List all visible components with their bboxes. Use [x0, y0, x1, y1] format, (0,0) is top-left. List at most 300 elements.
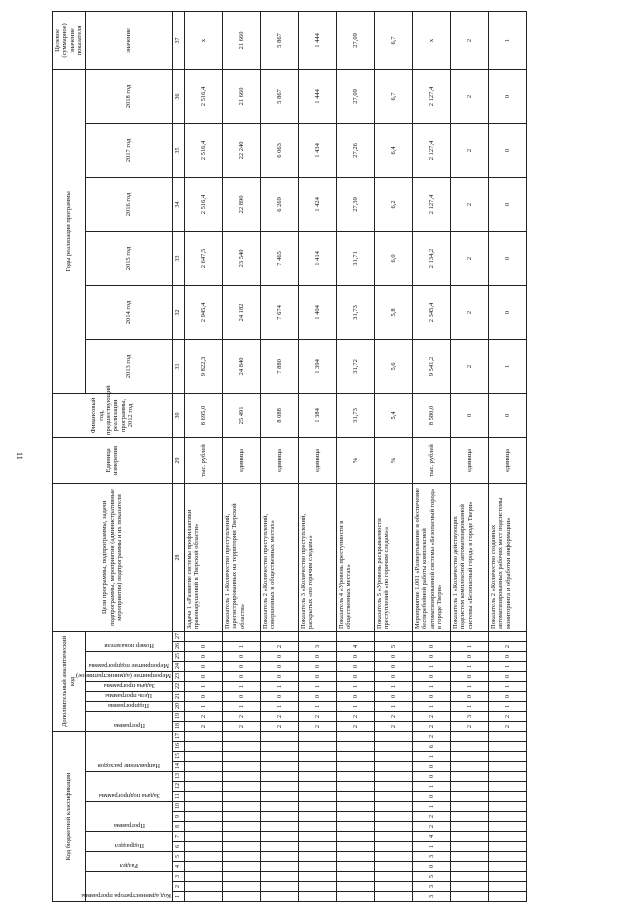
index-cell: 10: [172, 802, 184, 812]
code-cell: [374, 892, 412, 902]
code-cell: 1: [412, 802, 450, 812]
row-year-value: 6,7: [374, 69, 412, 123]
code-cell: 0: [450, 671, 488, 681]
row-target: 21 660: [222, 11, 260, 69]
code-cell: 2: [488, 721, 526, 731]
row-year-value: 1 424: [298, 177, 336, 231]
code-cell: [222, 772, 260, 782]
code-cell: [450, 631, 488, 641]
row-year-value: 2: [450, 339, 488, 393]
index-cell: 3: [172, 872, 184, 882]
code-cell: [222, 872, 260, 882]
additional-code-header: Дополнительный аналитический код: [53, 631, 86, 731]
code-cell: 0: [336, 661, 374, 671]
row-year-value: 2: [450, 123, 488, 177]
code-cell: 1: [222, 701, 260, 711]
row-year-value: 0: [488, 123, 526, 177]
code-cell: [298, 872, 336, 882]
row-prev-year: 8 580,0: [412, 393, 450, 437]
code-cell: 0: [412, 691, 450, 701]
index-cell: 34: [172, 177, 184, 231]
code-cell: [260, 772, 298, 782]
code-cell: [450, 772, 488, 782]
code-cell: [488, 742, 526, 752]
code-cell: [298, 762, 336, 772]
index-cell: 16: [172, 742, 184, 752]
row-unit: тыс. рублей: [412, 437, 450, 483]
row-unit: единица: [298, 437, 336, 483]
code-cell: 0: [298, 671, 336, 681]
row-year-value: 2: [450, 177, 488, 231]
code-cell: [488, 872, 526, 882]
unit-header: Единица измерения: [53, 437, 173, 483]
code-cell: [260, 742, 298, 752]
row-year-value: 2 345,4: [412, 285, 450, 339]
table-row: [222, 11, 260, 901]
code-cell: 2: [222, 711, 260, 721]
code-cell: [336, 862, 374, 872]
row-year-value: 2: [450, 69, 488, 123]
code-cell: [336, 731, 374, 741]
row-target: 1: [488, 11, 526, 69]
code-cell: [260, 872, 298, 882]
code-cell: 0: [450, 691, 488, 701]
code-cell: [450, 852, 488, 862]
row-year-value: 23 540: [222, 231, 260, 285]
code-cell: 2: [298, 711, 336, 721]
index-cell: 7: [172, 832, 184, 842]
code-cell: 1: [222, 681, 260, 691]
code-cell: 0: [412, 862, 450, 872]
code-cell: 0: [184, 691, 222, 701]
index-cell: 17: [172, 731, 184, 741]
years-header: Годы реализации программы: [53, 69, 86, 393]
row-year-value: 0: [488, 231, 526, 285]
code-cell: [374, 762, 412, 772]
code-cell: 4: [336, 641, 374, 651]
code-cell: 0: [374, 651, 412, 661]
value-header: значение: [85, 11, 172, 69]
row-target: 2: [450, 11, 488, 69]
code-cell: [184, 822, 222, 832]
row-unit: %: [374, 437, 412, 483]
code-cell: 0: [222, 691, 260, 701]
code-cell: [222, 882, 260, 892]
code-cell: 0: [488, 671, 526, 681]
code-cell: 1: [488, 661, 526, 671]
code-cell: 0: [450, 651, 488, 661]
code-cell: [374, 731, 412, 741]
code-cell: 1: [450, 661, 488, 671]
index-cell: 28: [172, 483, 184, 631]
table-row: [260, 11, 298, 901]
prev-year-header: Финансовый год, предшествующий реализации программы, 2012 год: [53, 393, 173, 437]
row-target: 6,7: [374, 11, 412, 69]
table-row: [412, 11, 450, 901]
code-cell: 0: [374, 661, 412, 671]
row-prev-year: 8 695,0: [184, 393, 222, 437]
code-cell: 0: [412, 772, 450, 782]
row-unit: единица: [450, 437, 488, 483]
code-cell: [260, 762, 298, 772]
index-cell: 19: [172, 711, 184, 721]
row-unit: тыс. рублей: [184, 437, 222, 483]
code-cell: [298, 792, 336, 802]
code-cell: 1: [412, 752, 450, 762]
code-cell: 2: [336, 721, 374, 731]
row-year-value: 2 127,4: [412, 123, 450, 177]
row-target: 27,09: [336, 11, 374, 69]
row-prev-year: 0: [450, 393, 488, 437]
code-cell: 0: [488, 651, 526, 661]
index-cell: 14: [172, 762, 184, 772]
code-cell: 0: [222, 661, 260, 671]
code-cell: [336, 782, 374, 792]
row-prev-year: 31,73: [336, 393, 374, 437]
index-cell: 15: [172, 752, 184, 762]
row-year-value: 1 444: [298, 69, 336, 123]
table-row: [488, 11, 526, 901]
code-cell: [260, 892, 298, 902]
code-cell: [374, 842, 412, 852]
code-cell: 1: [488, 701, 526, 711]
code-cell: 5: [412, 872, 450, 882]
code-cell: [488, 731, 526, 741]
code-cell: 1: [450, 681, 488, 691]
code-cell: [374, 822, 412, 832]
code-cell: [412, 631, 450, 641]
code-cell: [336, 752, 374, 762]
year-2015-header: 2015 год: [85, 231, 172, 285]
index-cell: 29: [172, 437, 184, 483]
row-prev-year: 5,4: [374, 393, 412, 437]
code-cell: 3: [412, 882, 450, 892]
row-year-value: 2 134,2: [412, 231, 450, 285]
row-year-value: 21 660: [222, 69, 260, 123]
code-cell: [336, 792, 374, 802]
code-cell: [222, 862, 260, 872]
code-cell: 5: [374, 641, 412, 651]
code-cell: 0: [184, 671, 222, 681]
code-cell: [184, 872, 222, 882]
code-cell: 1: [336, 681, 374, 691]
code-cell: [336, 832, 374, 842]
code-cell: 0: [260, 661, 298, 671]
code-cell: [488, 792, 526, 802]
code-cell: [260, 882, 298, 892]
code-cell: [184, 812, 222, 822]
code-cell: [184, 852, 222, 862]
code-cell: [336, 802, 374, 812]
code-cell: 0: [412, 651, 450, 661]
row-year-value: 1 404: [298, 285, 336, 339]
year-2018-header: 2018 год: [85, 69, 172, 123]
code-cell: [298, 631, 336, 641]
row-year-value: 7 465: [260, 231, 298, 285]
code-cell: [184, 832, 222, 842]
code-cell: 0: [412, 671, 450, 681]
code-cell: [260, 862, 298, 872]
code-cell: 1: [298, 681, 336, 691]
code-cell: [374, 852, 412, 862]
code-cell: [374, 772, 412, 782]
code-cell: [184, 862, 222, 872]
code-cell: [374, 862, 412, 872]
code-cell: [488, 882, 526, 892]
rotated-table-sheet: [52, 20, 599, 902]
code-cell: [222, 792, 260, 802]
row-year-value: 2 516,4: [184, 123, 222, 177]
row-year-value: 6,4: [374, 123, 412, 177]
code-cell: [222, 782, 260, 792]
row-year-value: 2 516,4: [184, 177, 222, 231]
code-cell: [336, 742, 374, 752]
code-cell: 0: [488, 691, 526, 701]
page-number: 11: [15, 452, 24, 460]
row-name: Показатель 1 «Количество преступлений, зарегистрированных на территории Тверской области»: [222, 483, 260, 631]
subprogram-a-header: Подпрограмма: [108, 701, 150, 709]
row-prev-year: 0: [488, 393, 526, 437]
code-cell: [374, 742, 412, 752]
code-cell: [260, 752, 298, 762]
year-2017-header: 2017 год: [85, 123, 172, 177]
code-cell: [450, 832, 488, 842]
code-cell: [222, 802, 260, 812]
code-cell: [336, 882, 374, 892]
code-cell: [488, 832, 526, 842]
row-year-value: 1 434: [298, 123, 336, 177]
program-header: Программа: [113, 822, 145, 829]
code-cell: [184, 772, 222, 782]
row-year-value: 22 240: [222, 123, 260, 177]
row-year-value: 2 945,4: [184, 285, 222, 339]
code-cell: [222, 852, 260, 862]
code-cell: [184, 892, 222, 902]
code-cell: [488, 852, 526, 862]
index-cell: 8: [172, 822, 184, 832]
index-row: [172, 11, 184, 901]
row-prev-year: 25 491: [222, 393, 260, 437]
row-unit: единица: [488, 437, 526, 483]
code-cell: [336, 892, 374, 902]
index-cell: 37: [172, 11, 184, 69]
code-cell: [336, 852, 374, 862]
code-cell: [336, 812, 374, 822]
code-cell: 1: [184, 701, 222, 711]
row-year-value: 9 822,3: [184, 339, 222, 393]
code-cell: [222, 812, 260, 822]
section-header: Раздел: [119, 862, 139, 869]
row-year-value: 0: [488, 177, 526, 231]
code-cell: [488, 892, 526, 902]
row-year-value: 27,26: [336, 123, 374, 177]
row-year-value: 22 890: [222, 177, 260, 231]
code-cell: 0: [336, 691, 374, 701]
code-cell: [222, 752, 260, 762]
code-cell: 0: [260, 671, 298, 681]
row-year-value: 24 840: [222, 339, 260, 393]
row-prev-year: 8 088: [260, 393, 298, 437]
code-cell: 1: [450, 641, 488, 651]
code-cell: 6: [412, 742, 450, 752]
code-cell: [336, 772, 374, 782]
row-year-value: 9 541,2: [412, 339, 450, 393]
code-cell: 2: [412, 822, 450, 832]
table-row: [184, 11, 222, 901]
code-cell: [298, 852, 336, 862]
code-cell: [450, 802, 488, 812]
code-cell: [260, 802, 298, 812]
code-cell: [184, 631, 222, 641]
expense-direction-header: Направление расходов: [97, 762, 161, 769]
code-cell: [184, 742, 222, 752]
code-cell: [374, 872, 412, 882]
row-year-value: 6,0: [374, 231, 412, 285]
table-row: [336, 11, 374, 901]
code-cell: 2: [412, 721, 450, 731]
code-cell: [260, 832, 298, 842]
program-a-header: Программа: [113, 721, 145, 729]
code-cell: [184, 802, 222, 812]
index-cell: 12: [172, 782, 184, 792]
code-cell: 2: [412, 731, 450, 741]
code-cell: [260, 782, 298, 792]
code-cell: [374, 832, 412, 842]
code-cell: [336, 822, 374, 832]
code-classification-header: Код бюджетной классификации: [53, 731, 86, 901]
index-cell: 21: [172, 691, 184, 701]
subprogram-task-header: Задача подпрограммы: [98, 792, 160, 799]
index-cell: 4: [172, 862, 184, 872]
code-cell: 2: [488, 641, 526, 651]
code-cell: [336, 631, 374, 641]
code-cell: [488, 631, 526, 641]
code-cell: [298, 892, 336, 902]
index-cell: 36: [172, 69, 184, 123]
code-cell: 1: [260, 701, 298, 711]
row-target: 1 444: [298, 11, 336, 69]
row-year-value: 27,09: [336, 69, 374, 123]
code-cell: [184, 842, 222, 852]
code-cell: 2: [260, 711, 298, 721]
code-cell: [184, 731, 222, 741]
code-cell: 2: [412, 711, 450, 721]
index-cell: 35: [172, 123, 184, 177]
code-cell: 2: [298, 721, 336, 731]
row-year-value: 2 516,4: [184, 69, 222, 123]
code-cell: 0: [336, 651, 374, 661]
index-cell: 2: [172, 882, 184, 892]
code-cell: [298, 822, 336, 832]
index-cell: 27: [172, 631, 184, 641]
code-cell: [184, 792, 222, 802]
code-cell: [222, 832, 260, 842]
code-cell: [374, 812, 412, 822]
code-cell: 2: [336, 711, 374, 721]
code-cell: 1: [184, 681, 222, 691]
index-cell: 32: [172, 285, 184, 339]
code-cell: [260, 631, 298, 641]
code-cell: [374, 631, 412, 641]
admin-code-header: Код администратора программы: [81, 892, 171, 899]
row-year-value: 6,2: [374, 177, 412, 231]
code-cell: [260, 731, 298, 741]
code-cell: 1: [412, 681, 450, 691]
row-year-value: 2 127,4: [412, 69, 450, 123]
code-cell: 0: [184, 651, 222, 661]
target-header: Целевое (суммарное) значение показателя: [53, 11, 86, 69]
row-year-value: 31,71: [336, 231, 374, 285]
row-year-value: 0: [488, 285, 526, 339]
code-cell: [260, 852, 298, 862]
code-cell: [450, 862, 488, 872]
code-cell: 1: [412, 782, 450, 792]
row-year-value: 1 414: [298, 231, 336, 285]
code-cell: [450, 892, 488, 902]
code-cell: [260, 822, 298, 832]
code-cell: 2: [488, 711, 526, 721]
code-cell: 1: [374, 681, 412, 691]
code-cell: 0: [298, 691, 336, 701]
code-cell: 2: [374, 711, 412, 721]
measure-num-header: Мероприятие подпрограммы: [88, 661, 170, 669]
code-cell: 1: [450, 701, 488, 711]
row-year-value: 24 182: [222, 285, 260, 339]
row-year-value: 5 867: [260, 69, 298, 123]
index-cell: 1: [172, 892, 184, 902]
code-cell: [488, 822, 526, 832]
year-2013-header: 2013 год: [85, 339, 172, 393]
code-cell: [298, 742, 336, 752]
row-year-value: 0: [488, 69, 526, 123]
code-cell: 0: [374, 691, 412, 701]
code-cell: [222, 731, 260, 741]
index-cell: 33: [172, 231, 184, 285]
code-cell: 3: [298, 641, 336, 651]
row-year-value: 2 127,4: [412, 177, 450, 231]
index-cell: 20: [172, 701, 184, 711]
code-cell: 3: [412, 852, 450, 862]
code-cell: [184, 752, 222, 762]
index-cell: 26: [172, 641, 184, 651]
code-cell: [450, 872, 488, 882]
code-cell: [298, 752, 336, 762]
code-cell: [450, 842, 488, 852]
code-cell: [260, 812, 298, 822]
row-year-value: 5,6: [374, 339, 412, 393]
code-cell: 4: [412, 832, 450, 842]
table-row: [298, 11, 336, 901]
code-cell: [260, 842, 298, 852]
code-cell: 2: [374, 721, 412, 731]
row-unit: %: [336, 437, 374, 483]
code-cell: [488, 862, 526, 872]
code-cell: 2: [184, 721, 222, 731]
row-name: Задача 1 «Развитие системы профилактики правонарушений в Тверской области»: [184, 483, 222, 631]
row-year-value: 7 674: [260, 285, 298, 339]
index-cell: 18: [172, 721, 184, 731]
code-cell: [298, 772, 336, 782]
year-2014-header: 2014 год: [85, 285, 172, 339]
code-cell: [298, 802, 336, 812]
code-cell: [450, 782, 488, 792]
code-cell: [450, 731, 488, 741]
code-cell: [298, 862, 336, 872]
code-cell: [450, 792, 488, 802]
code-cell: 2: [450, 721, 488, 731]
code-cell: [450, 812, 488, 822]
code-cell: [222, 892, 260, 902]
